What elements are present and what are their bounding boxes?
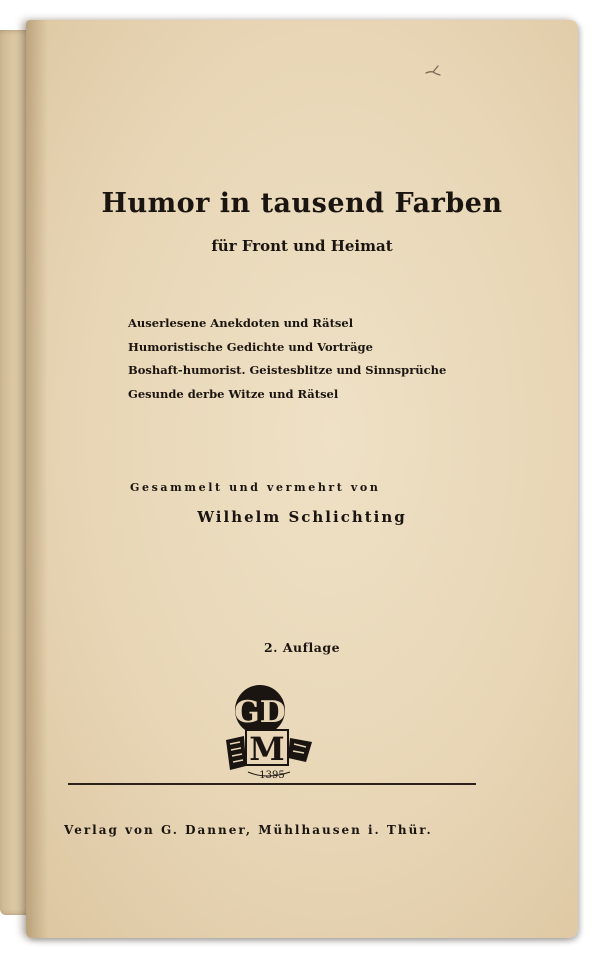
collected-by-line: Gesammelt und vermehrt von xyxy=(130,481,381,494)
contents-line: Auserlesene Anekdoten und Rätsel xyxy=(128,316,354,330)
logo-letter-m: M xyxy=(249,730,285,768)
contents-list xyxy=(128,312,446,406)
contents-line: Boshaft-humorist. Geistesblitze und Sinnsprüche xyxy=(128,363,447,377)
title-page xyxy=(26,20,578,938)
publisher-logo xyxy=(220,680,320,780)
divider-rule xyxy=(68,783,476,785)
edition-label: 2. Auflage xyxy=(263,640,341,655)
contents-line: Gesunde derbe Witze und Rätsel xyxy=(128,386,339,401)
author-name: Wilhelm Schlichting xyxy=(197,508,407,526)
logo-letters: GD xyxy=(234,695,286,730)
book-subtitle: für Front und Heimat xyxy=(211,237,393,255)
pencil-mark xyxy=(424,64,442,78)
book-title: Humor in tausend Farben xyxy=(101,188,503,219)
publisher-line: Verlag von G. Danner, Mühlhausen i. Thür. xyxy=(64,823,433,837)
logo-year: 1395 xyxy=(259,770,285,780)
page-gutter-shadow xyxy=(26,20,48,938)
contents-line: Humoristische Gedichte und Vorträge xyxy=(128,339,373,354)
